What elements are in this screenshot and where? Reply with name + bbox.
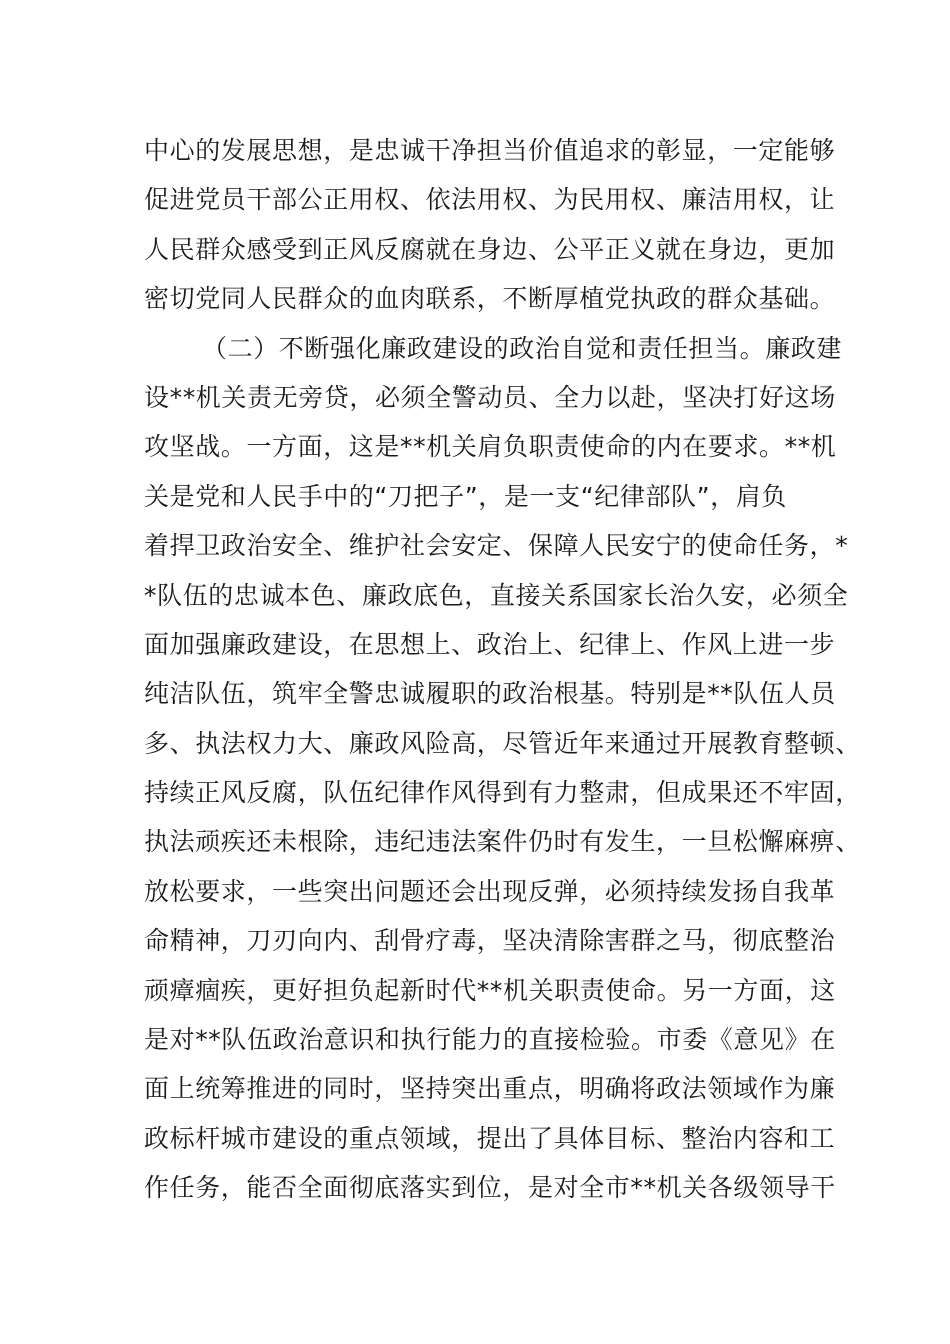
text-line: *队伍的忠诚本色、廉政底色，直接关系国家长治久安，必须全 [144,580,849,610]
text-line: 密切党同人民群众的血肉联系，不断厚植党执政的群众基础。 [144,284,836,314]
text-line: 设**机关责无旁贷，必须全警动员、全力以赴，坚决打好这场 [144,382,836,412]
text-line: 人民群众感受到正风反腐就在身边、公平正义就在身边，更加 [144,234,836,264]
text-line: 命精神，刀刃向内、刮骨疗毒，坚决清除害群之马，彻底整治 [144,926,836,956]
text-line: 政标杆城市建设的重点领域，提出了具体目标、整治内容和工 [144,1123,836,1153]
section-heading-line: （二）不断强化廉政建设的政治自觉和责任担当。廉政建 [202,333,843,363]
text-line: 关是党和人民手中的“刀把子”，是一支“纪律部队”，肩负 [144,481,788,511]
text-line: 放松要求，一些突出问题还会出现反弹，必须持续发扬自我革 [144,876,836,906]
text-line: 是对**队伍政治意识和执行能力的直接检验。市委《意见》在 [144,1025,836,1055]
body-text [144,126,861,1213]
text-line: 纯洁队伍，筑牢全警忠诚履职的政治根基。特别是**队伍人员 [144,679,836,709]
text-line: 面加强廉政建设，在思想上、政治上、纪律上、作风上进一步 [144,629,836,659]
text-line: 执法顽疾还未根除，违纪违法案件仍时有发生，一旦松懈麻痹、 [144,827,861,857]
text-line: 作任务，能否全面彻底落实到位，是对全市**机关各级领导干 [144,1173,836,1203]
text-line: 持续正风反腐，队伍纪律作风得到有力整肃，但成果还不牢固， [144,778,861,808]
text-line: 促进党员干部公正用权、依法用权、为民用权、廉洁用权，让 [144,185,836,215]
text-line: 着捍卫政治安全、维护社会安定、保障人民安宁的使命任务，* [144,531,849,561]
text-line: 面上统筹推进的同时，坚持突出重点，明确将政法领域作为廉 [144,1074,836,1104]
text-line: 攻坚战。一方面，这是**机关肩负职责使命的内在要求。**机 [144,432,837,462]
text-line: 多、执法权力大、廉政风险高，尽管近年来通过开展教育整顿、 [144,728,861,758]
text-line: 中心的发展思想，是忠诚干净担当价值追求的彰显，一定能够 [144,136,836,165]
text-line: 顽瘴痼疾，更好担负起新时代**机关职责使命。另一方面，这 [144,975,836,1005]
